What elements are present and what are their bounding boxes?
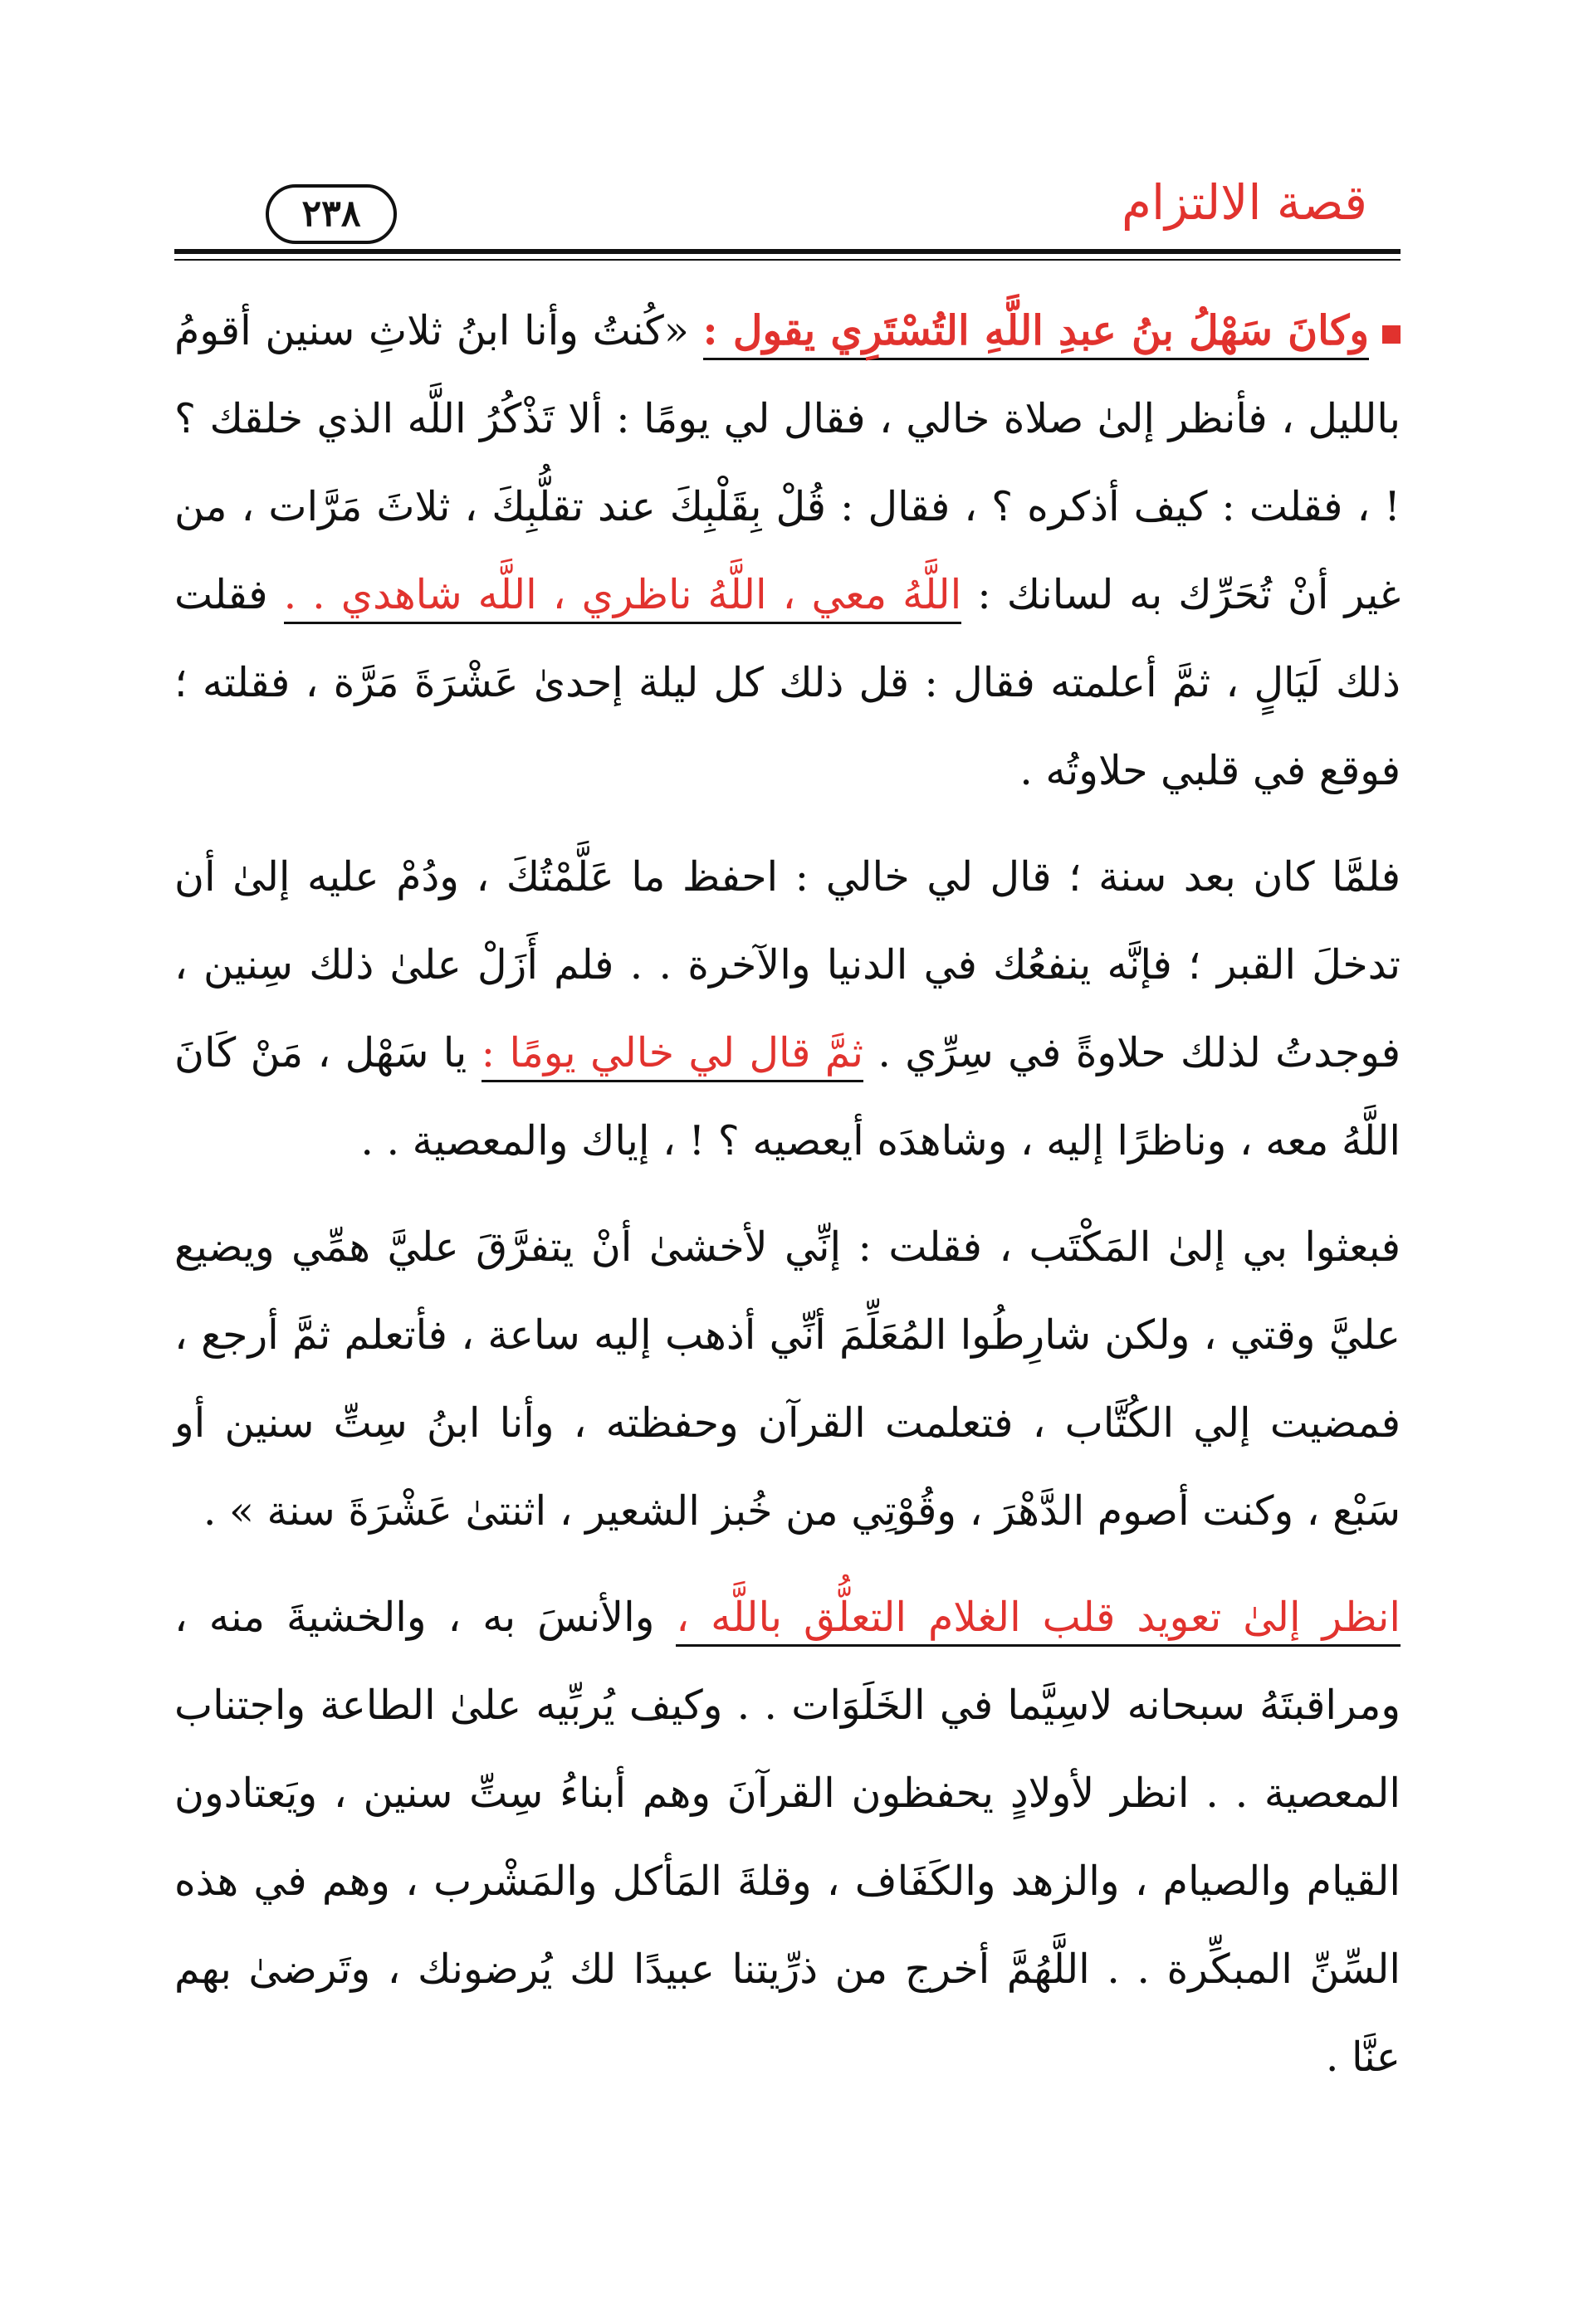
- book-title: قصة الالتزام: [1122, 174, 1367, 231]
- paragraph-4: [174, 1574, 1401, 2102]
- paragraph-1: [174, 286, 1401, 815]
- paragraph-1-text-a: «كُنتُ وأنا ابنُ ثلاثِ سنين أقومُ بالليل ، فأنظر إلىٰ صلاة خالي ، فقال لي يومًا : ألا تَذْكُرُ اللَّه الذي خلقك ؟ ! ، فقلت : كيف أذكره ؟ ، فقال : قُلْ بِقَلْبِكَ عند تقلُّبِكَ ، ثلاثَ مَرَّات ، من غير أنْ تُحَرِّك به لسانك :: [174, 307, 1401, 618]
- page-body: [174, 286, 1401, 2120]
- paragraph-4-text: والأنسَ به ، والخشيةَ منه ، ومراقبتَهُ سبحانه لاسِيَّما في الخَلَوَات . . وكيف يُربِّيه علىٰ الطاعة واجتناب المعصية . . انظر لأولادٍ يحفظون القرآنَ وهم أبناءُ سِتِّ سنين ، ويَعتادون القيام والصيام ، والزهد والكَفَاف ، وقلةَ المَأكل والمَشْرب ، وهم في هذه السِّنِّ المبكِّرة . . اللَّهُمَّ أخرج من ذرِّيتنا عبيدًا لك يُرضونك ، وتَرضىٰ بهم عنَّا .: [174, 1594, 1401, 2081]
- dhikr-highlight: اللَّهُ معي ، اللَّهُ ناظري ، اللَّه شاهدي . .: [284, 571, 962, 624]
- paragraph-2: [174, 833, 1401, 1185]
- header-rule-thin: [174, 259, 1401, 261]
- paragraph-4-highlight: انظر إلىٰ تعويد قلب الغلام التعلُّق باللَّه ،: [676, 1594, 1401, 1647]
- paragraph-2-text-a: فلمَّا كان بعد سنة ؛ قال لي خالي : احفظ ما عَلَّمْتُكَ ، ودُمْ عليه إلىٰ أن تدخلَ القبر ؛ فإنَّه ينفعُك في الدنيا والآخرة . . فلم أَزَلْ علىٰ ذلك سِنين ، فوجدتُ لذلك حلاوةً في سِرِّي .: [174, 853, 1401, 1077]
- page-header: [174, 158, 1401, 249]
- paragraph-3: فبعثوا بي إلىٰ المَكْتَب ، فقلت : إنِّي لأخشىٰ أنْ يتفرَّقَ عليَّ همِّي ويضيع عليَّ وقتي ، ولكن شارِطُوا المُعَلِّمَ أنِّي أذهب إليه ساعة ، فأتعلم ثمَّ أرجع ، فمضيت إلي الكُتَّاب ، فتعلمت القرآن وحفظته ، وأنا ابنُ سِتِّ سنين أو سَبْع ، وكنت أصوم الدَّهْرَ ، وقُوْتِي من خُبز الشعير ، اثنتىٰ عَشْرَةَ سنة » .: [174, 1223, 1401, 1535]
- paragraph-1-text-b: فقلت ذلك لَيَالٍ ، ثمَّ أعلمته فقال : قل ذلك كل ليلة إحدىٰ عَشْرَةَ مَرَّة ، فقلته ؛ فوقع في قلبي حلاوتُه .: [174, 571, 1401, 794]
- paragraph-2-text-b: يا سَهْل ، مَنْ كَانَ اللَّهُ معه ، وناظرًا إليه ، وشاهدَه أيعصيه ؟ ! ، إياك والمعصية . .: [174, 1029, 1401, 1164]
- speaker-heading: وكانَ سَهْلُ بنُ عبدِ اللَّهِ التُسْتَرِي يقول :: [703, 306, 1369, 360]
- page-number-badge: ٢٣٨: [266, 184, 397, 244]
- square-bullet-icon: [1382, 325, 1401, 344]
- paragraph-2-highlight: ثمَّ قال لي خالي يومًا :: [482, 1029, 863, 1082]
- header-rule-thick: [174, 249, 1401, 254]
